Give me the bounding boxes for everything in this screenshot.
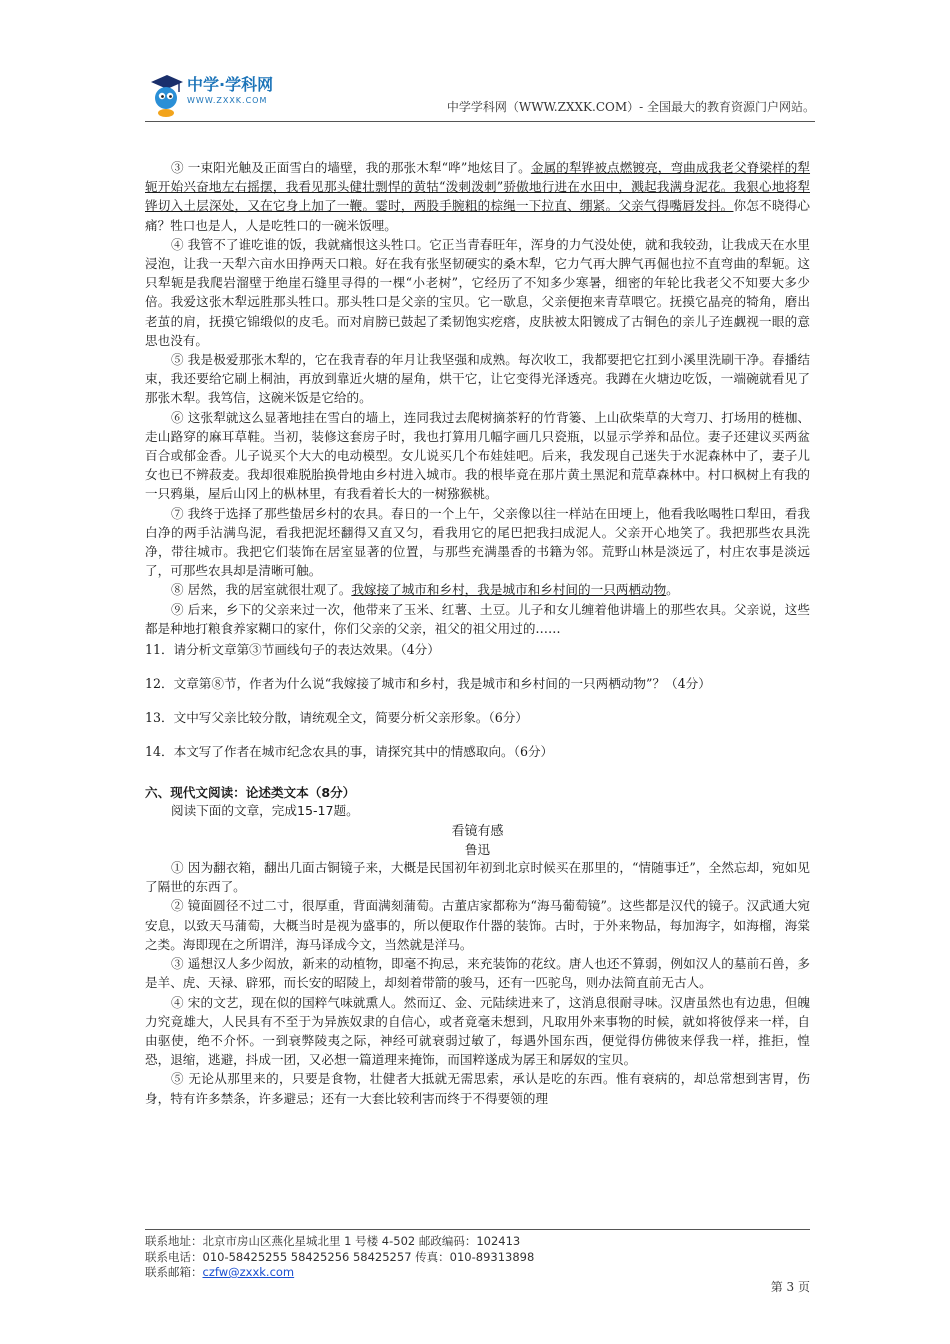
question-12: 12．文章第⑧节，作者为什么说“我嫁接了城市和乡村，我是城市和乡村间的一只两栖动物”？（4分） bbox=[145, 676, 711, 692]
footer-email-label: 联系邮箱： bbox=[145, 1265, 203, 1279]
story-paragraph-5: ⑤ 我是极爱那张木犁的，它在我青春的年月让我坚强和成熟。每次收工，我都要把它扛到小溪里洗刷干净。春播结束，我还要给它刷上桐油，再放到靠近火塘的屋角，烘干它，让它变得光泽透亮。我蹲在火塘边吃饭，一端碗就看见了那张木犁。我笃信，这碗米饭是它给的。 bbox=[145, 352, 810, 406]
story-paragraph-9: ⑨ 后来，乡下的父亲来过一次，他带来了玉米、红薯、土豆。儿子和女儿缠着他讲墙上的那些农具。父亲说，这些都是种地打粮食养家糊口的家什，你们父亲的父亲，祖父的祖父用过的…… bbox=[145, 601, 810, 636]
logo-url: WWW.ZXXK.COM bbox=[187, 96, 268, 105]
document-body bbox=[145, 158, 810, 1108]
story-paragraph-6: ⑥ 这张犁就这么显著地挂在雪白的墙上，连同我过去爬树摘茶籽的竹背篓、上山砍柴草的大弯刀、打场用的梿枷、走山路穿的麻耳草鞋。当初，装修这套房子时，我也打算用几幅字画几只瓷瓶，以显示学养和品位。妻子还建议买两盆百合或郁金香。儿子说买个大大的电动模型。女儿说买几个布娃娃吧。后来，我发现自己迷失于水泥森林中了，妻子儿女也已不辨菽麦。我却很难脱胎换骨地由乡村进入城市。我的根毕竟在那片黄土黑泥和荒草森林中。村口枫树上有我的一只鸦巢，屋后山冈上的枞林里，有我看着长大的一树猕猴桃。 bbox=[145, 409, 810, 502]
page-number: 第 3 页 bbox=[770, 1280, 810, 1294]
page-header bbox=[145, 62, 815, 122]
article-paragraph-4: ④ 宋的文艺，现在似的国粹气味就熏人。然而辽、金、元陆续进来了，这消息很耐寻味。汉唐虽然也有边患，但魄力究竟雄大，人民具有不至于为异族奴隶的自信心，或者竟毫未想到，凡取用外来事物的时候，就如将彼俘来一样，自由驱使，绝不介怀。一到衰弊陵夷之际，神经可就衰弱过敏了，每遇外国东西，便觉得仿佛彼来俘我一样，推拒，惶恐，退缩，逃避，抖成一团，又必想一篇道理来掩饰，而国粹遂成为孱王和孱奴的宝贝。 bbox=[145, 994, 810, 1068]
question-11: 11．请分析文章第③节画线句子的表达效果。（4分） bbox=[145, 642, 440, 658]
footer-phone: 联系电话：010-58425255 58425256 58425257 传真：010-89313898 bbox=[145, 1249, 535, 1264]
question-14: 14．本文写了作者在城市纪念农具的事，请探究其中的情感取向。（6分） bbox=[145, 744, 554, 760]
story-paragraph-7: ⑦ 我终于选择了那些蛰居乡村的农具。春日的一个上午，父亲像以往一样站在田埂上，他看我吆喝牲口犁田，看我白净的两手沾满鸟泥，看我把泥坯翻得又直又匀，看我用它的尾巴把我扫成泥人。父亲开心地笑了。我把那些农具洗净，带往城市。我把它们装饰在居室显著的位置，与那些充满墨香的书籍为邻。荒野山林是淡远了，村庄农事是淡远了，可那些农具却是清晰可触。 bbox=[145, 505, 810, 579]
article-title: 看镜有感 bbox=[451, 824, 504, 840]
zxxk-logo bbox=[145, 72, 305, 118]
footer-address: 联系地址：北京市房山区燕化星城北里 1 号楼 4-502 邮政编码：102413 bbox=[145, 1234, 521, 1248]
page-footer bbox=[145, 1234, 810, 1294]
section-6-title: 六、现代文阅读：论述类文本（8分） bbox=[145, 785, 356, 801]
article-paragraph-1: ① 因为翻衣箱，翻出几面古铜镜子来，大概是民国初年初到北京时候买在那里的，“情随事迁”，全然忘却，宛如见了隔世的东西了。 bbox=[145, 860, 810, 895]
article-paragraph-2: ② 镜面圆径不过二寸，很厚重，背面满刻蒲萄。古董店家都称为“海马葡萄镜”。这些都是汉代的镜子。汉武通大宛安息，以致天马蒲萄，大概当时是视为盛事的，所以便取作什器的装饰。古时，于外来物品，每加海字，如海榴，海棠之类。海即现在之所谓洋，海马译成今文，当然就是洋马。 bbox=[145, 898, 810, 952]
article-paragraph-5: ⑤ 无论从那里来的，只要是食物，壮健者大抵就无需思索，承认是吃的东西。惟有衰病的，却总常想到害胃，伤身，特有许多禁条，许多避忌；还有一大套比较利害而终于不得要领的理 bbox=[145, 1071, 810, 1106]
article-paragraph-3: ③ 遥想汉人多少闳放，新来的动植物，即毫不拘忌，来充装饰的花纹。唐人也还不算弱，例如汉人的墓前石兽，多是羊、虎、天禄、辟邪，而长安的昭陵上，却刻着带箭的骏马，还有一匹驼鸟，则办法简直前无古人。 bbox=[145, 956, 810, 991]
underlined-sentence: 金属的犁铧被点燃镀亮，弯曲成我老父脊梁样的犁轭开始兴奋地左右摇摆，我看见那头健壮剽悍的黄牯“泼刺泼刺”骄傲地行进在水田中，溅起我满身泥花。我狠心地将犁铧切入土层深处，又在它身上加了一鞭。霎时，两股手腕粗的棕绳一下拉直、绷紧。父亲气得嘴唇发抖。 bbox=[145, 160, 811, 214]
footer-email-row bbox=[145, 1265, 810, 1281]
story-paragraph-4: ④ 我管不了谁吃谁的饭，我就痛恨这头牲口。它正当青春旺年，浑身的力气没处使，就和我较劲，让我成天在水里浸泡，让我一天犁六亩水田挣两天口粮。好在我有张坚韧硬实的桑木犁，它力气再大脾气再倔也拉不直弯曲的犁轭。这只犁轭是我爬岩溜壁于绝崖石缝里寻得的一棵“小老树”，它经历了不知多少寒暑，细密的年轮比我老父不知要大多少倍。我爱这张木犁远胜那头牲口。那头牲口是父亲的宝贝。它一歇息，父亲便抱来青草喂它。抚摸它晶亮的犄角，磨出老茧的肩，抚摸它锦缎似的皮毛。而对肩膀已鼓起了柔韧饱实疙瘩，皮肤被太阳镀成了古铜色的亲儿子连觑视一眼的意思也没有。 bbox=[145, 236, 810, 348]
logo-text: 中学·学科网 bbox=[187, 75, 274, 94]
underlined-sentence: 我嫁接了城市和乡村，我是城市和乡村间的一只两栖动物 bbox=[351, 582, 667, 598]
footer-email-link[interactable]: czfw@zxxk.com bbox=[202, 1265, 295, 1279]
story-paragraph-8: ⑧ 居然，我的居室就很壮观了。我嫁接了城市和乡村，我是城市和乡村间的一只两栖动物。 bbox=[171, 582, 679, 598]
header-divider bbox=[145, 121, 815, 122]
site-slogan: 中学学科网（WWW.ZXXK.COM）- 全国最大的教育资源门户网站。 bbox=[446, 100, 815, 114]
footer-divider bbox=[145, 1229, 810, 1230]
article-author: 鲁迅 bbox=[464, 842, 491, 858]
mascot-icon bbox=[145, 72, 185, 118]
question-13: 13．文中写父亲比较分散，请统观全文，简要分析父亲形象。（6分） bbox=[145, 710, 528, 726]
section-6-instruction: 阅读下面的文章，完成15-17题。 bbox=[171, 803, 359, 819]
story-paragraph-3: ③ 一束阳光触及正面雪白的墙壁，我的那张木犁“哗”地炫目了。金属的犁铧被点燃镀亮，弯曲成我老父脊梁样的犁轭开始兴奋地左右摇摆，我看见那头健壮剽悍的黄牯“泼刺泼刺”骄傲地行进在水田中，溅起我满身泥花。我狠心地将犁铧切入土层深处，又在它身上加了一鞭。霎时，两股手腕粗的棕绳一下拉直、绷紧。父亲气得嘴唇发抖。你怎不晓得心痛？牲口也是人，人是吃牲口的一碗米饭哩。 bbox=[145, 160, 811, 233]
